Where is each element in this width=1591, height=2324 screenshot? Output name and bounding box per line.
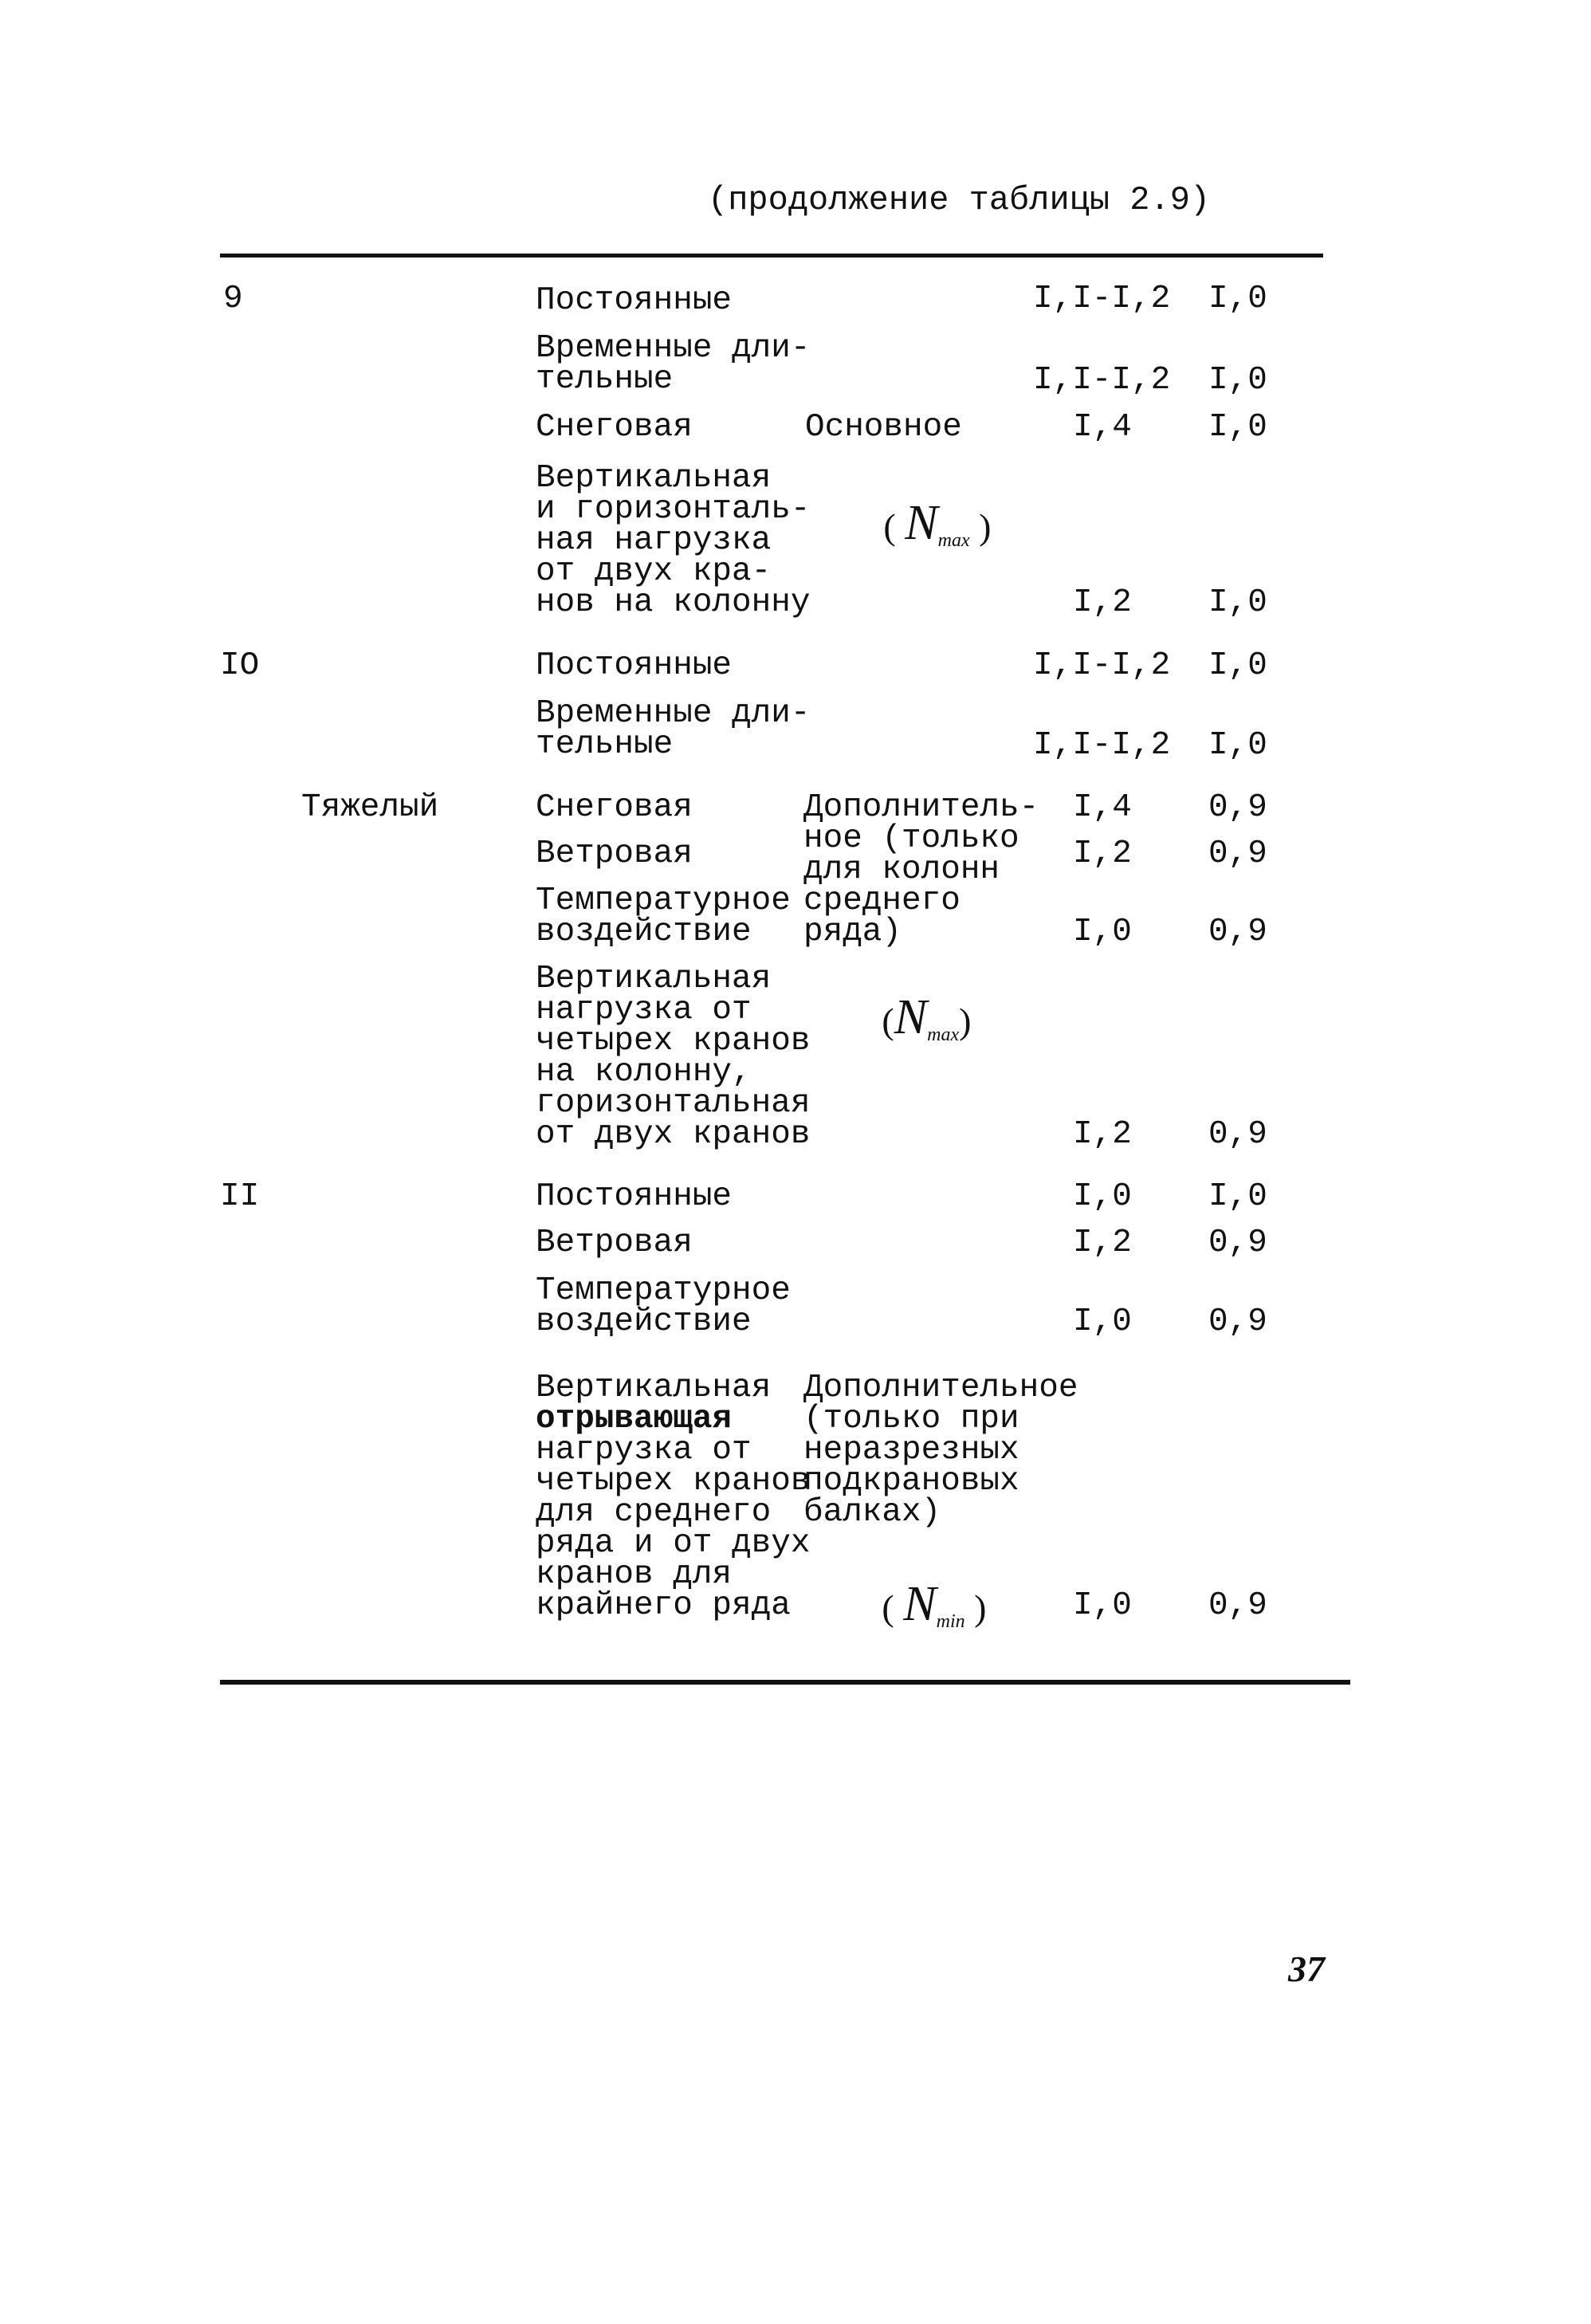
force-symbol: ( $N_{max}$ ) <box>883 496 992 552</box>
combination-factor: I,0 <box>1208 1178 1267 1215</box>
load-name: Снеговая <box>536 409 693 446</box>
load-coefficient: I,I-I,2 <box>1033 362 1171 399</box>
load-name: Вертикальная <box>536 460 772 497</box>
combination-factor: I,0 <box>1208 281 1267 317</box>
combination-factor: 0,9 <box>1208 1225 1267 1261</box>
combination-type: Дополнитель- <box>803 789 1039 826</box>
table-bottom-rule <box>220 1680 1350 1685</box>
load-coefficient: I,4 <box>1073 409 1132 446</box>
load-name: Постоянные <box>536 647 733 684</box>
load-name: нагрузка от <box>536 992 752 1028</box>
force-symbol: ( $N_{min}$ ) <box>882 1577 987 1633</box>
load-name: воздействие <box>536 1304 752 1340</box>
combination-type: неразрезных <box>803 1432 1019 1469</box>
force-symbol-subscript: max <box>927 1024 960 1046</box>
combination-type: подкрановых <box>803 1463 1019 1500</box>
load-name: Вертикальная <box>536 1370 772 1406</box>
load-name: воздействие <box>536 914 752 950</box>
load-name: отрывающая <box>536 1401 733 1437</box>
load-name: четырех кранов <box>536 1023 811 1060</box>
combination-factor: I,0 <box>1208 727 1267 764</box>
combination-type: (только при <box>803 1401 1019 1437</box>
load-name: для среднего <box>536 1494 772 1531</box>
load-name: Постоянные <box>536 1178 733 1215</box>
load-name: на колонну, <box>536 1054 752 1091</box>
force-symbol-letter: N <box>903 1577 937 1631</box>
load-name: Температурное <box>536 883 791 919</box>
load-name: тельные <box>536 726 674 763</box>
combination-factor: 0,9 <box>1208 789 1267 826</box>
load-coefficient: I,I-I,2 <box>1033 281 1171 317</box>
load-name: Снеговая <box>536 789 693 826</box>
load-name: горизонтальная <box>536 1085 811 1122</box>
combination-type: среднего <box>803 883 960 919</box>
combination-factor: 0,9 <box>1208 1304 1267 1340</box>
load-coefficient: I,2 <box>1073 584 1132 621</box>
load-name: Вертикальная <box>536 961 772 997</box>
load-name: Временные дли- <box>536 695 811 732</box>
load-name: Температурное <box>536 1272 791 1309</box>
combination-factor: 0,9 <box>1208 914 1267 950</box>
load-name: тельные <box>536 361 674 398</box>
row-number-11: II <box>220 1178 260 1215</box>
combination-type: Дополнительное <box>803 1370 1078 1406</box>
force-symbol-subscript: min <box>936 1611 965 1633</box>
table-top-rule <box>220 254 1323 258</box>
load-coefficient: I,0 <box>1073 1587 1132 1624</box>
load-name: от двух кранов <box>536 1116 811 1153</box>
combination-factor: I,0 <box>1208 647 1267 684</box>
load-name: крайнего ряда <box>536 1587 791 1624</box>
combination-factor: I,0 <box>1208 409 1267 446</box>
combination-type: ряда) <box>803 914 902 950</box>
combination-type: балках) <box>803 1494 941 1531</box>
force-symbol-letter: N <box>905 496 938 550</box>
row-number-10: IO <box>220 647 260 684</box>
load-name: Постоянные <box>536 282 733 319</box>
load-coefficient: I,0 <box>1073 1304 1132 1340</box>
combination-type: ное (только <box>803 820 1019 857</box>
combination-factor: I,0 <box>1208 362 1267 399</box>
combination-factor: 0,9 <box>1208 836 1267 872</box>
row-number-9: 9 <box>223 281 243 317</box>
combination-factor: 0,9 <box>1208 1587 1267 1624</box>
load-coefficient: I,I-I,2 <box>1033 727 1171 764</box>
combination-factor: I,0 <box>1208 584 1267 621</box>
load-name: ряда и от двух <box>536 1525 811 1562</box>
table-continuation-caption: (продолжение таблицы 2.9) <box>708 181 1211 219</box>
force-symbol-letter: N <box>894 990 928 1044</box>
combination-type: для колонн <box>803 851 1000 888</box>
force-symbol: $(N_{max})$ <box>882 990 972 1046</box>
load-name: нов на колонну <box>536 584 811 621</box>
load-coefficient: I,2 <box>1073 836 1132 872</box>
load-coefficient: I,0 <box>1073 1178 1132 1215</box>
combination-type: Основное <box>805 409 962 446</box>
load-coefficient: I,2 <box>1073 1225 1132 1261</box>
load-coefficient: I,0 <box>1073 914 1132 950</box>
load-name: Ветровая <box>536 836 693 872</box>
load-coefficient: I,2 <box>1073 1116 1132 1153</box>
load-coefficient: I,4 <box>1073 789 1132 826</box>
load-name: четырех кранов <box>536 1463 811 1500</box>
force-symbol-subscript: max <box>937 530 970 552</box>
crane-mode: Тяжелый <box>301 789 439 826</box>
load-name: и горизонталь- <box>536 491 811 528</box>
load-coefficient: I,I-I,2 <box>1033 647 1171 684</box>
load-name: ная нагрузка <box>536 522 772 559</box>
combination-factor: 0,9 <box>1208 1116 1267 1153</box>
page-number: 37 <box>1288 1948 1325 1989</box>
load-name: нагрузка от <box>536 1432 752 1469</box>
load-name: Временные дли- <box>536 330 811 367</box>
load-name: Ветровая <box>536 1225 693 1261</box>
load-name: кранов для <box>536 1556 733 1593</box>
load-name: от двух кра- <box>536 553 772 590</box>
